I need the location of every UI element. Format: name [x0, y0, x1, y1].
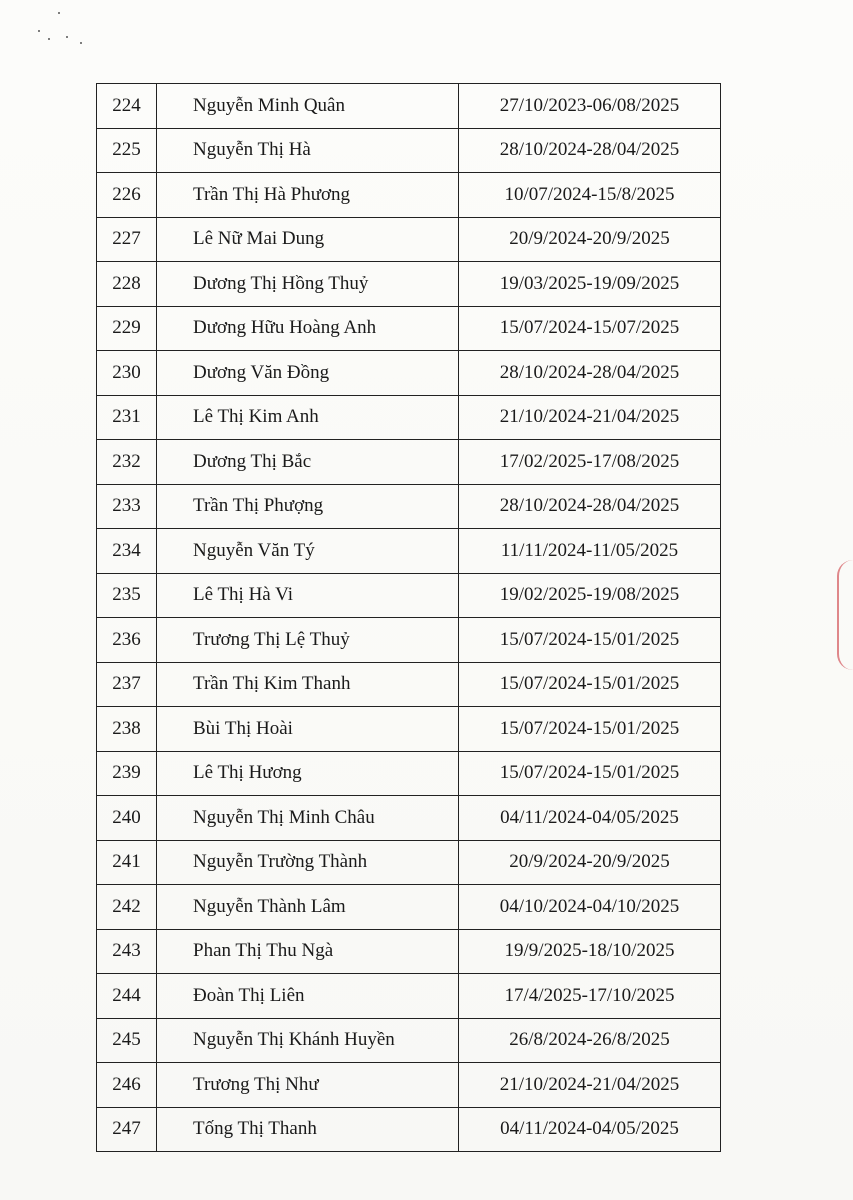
full-name-cell: Trần Thị Phượng — [157, 484, 459, 529]
row-number-cell: 244 — [97, 974, 157, 1019]
table-row — [97, 1018, 721, 1063]
full-name-cell: Lê Thị Hà Vi — [157, 573, 459, 618]
period-cell: 28/10/2024-28/04/2025 — [459, 128, 721, 173]
period-cell: 15/07/2024-15/01/2025 — [459, 751, 721, 796]
row-number-cell: 230 — [97, 351, 157, 396]
period-cell: 10/07/2024-15/8/2025 — [459, 173, 721, 218]
row-number-cell: 229 — [97, 306, 157, 351]
table-row — [97, 1107, 721, 1152]
period-cell: 20/9/2024-20/9/2025 — [459, 840, 721, 885]
row-number-cell: 235 — [97, 573, 157, 618]
period-cell: 17/4/2025-17/10/2025 — [459, 974, 721, 1019]
full-name-cell: Trương Thị Như — [157, 1063, 459, 1108]
row-number-cell: 245 — [97, 1018, 157, 1063]
table-row — [97, 262, 721, 307]
period-cell: 04/11/2024-04/05/2025 — [459, 796, 721, 841]
period-cell: 21/10/2024-21/04/2025 — [459, 1063, 721, 1108]
full-name-cell: Lê Thị Kim Anh — [157, 395, 459, 440]
full-name-cell: Dương Thị Bắc — [157, 440, 459, 485]
table-row — [97, 440, 721, 485]
full-name-cell: Dương Hữu Hoàng Anh — [157, 306, 459, 351]
table-row — [97, 796, 721, 841]
row-number-cell: 225 — [97, 128, 157, 173]
row-number-cell: 236 — [97, 618, 157, 663]
table-row — [97, 751, 721, 796]
row-number-cell: 232 — [97, 440, 157, 485]
full-name-cell: Nguyễn Thị Khánh Huyền — [157, 1018, 459, 1063]
table-row — [97, 84, 721, 129]
period-cell: 15/07/2024-15/01/2025 — [459, 662, 721, 707]
period-cell: 15/07/2024-15/07/2025 — [459, 306, 721, 351]
row-number-cell: 228 — [97, 262, 157, 307]
period-cell: 15/07/2024-15/01/2025 — [459, 618, 721, 663]
full-name-cell: Bùi Thị Hoài — [157, 707, 459, 752]
period-cell: 04/11/2024-04/05/2025 — [459, 1107, 721, 1152]
period-cell: 21/10/2024-21/04/2025 — [459, 395, 721, 440]
full-name-cell: Dương Văn Đồng — [157, 351, 459, 396]
table-row — [97, 618, 721, 663]
row-number-cell: 226 — [97, 173, 157, 218]
table-row — [97, 929, 721, 974]
period-cell: 27/10/2023-06/08/2025 — [459, 84, 721, 129]
full-name-cell: Dương Thị Hồng Thuỷ — [157, 262, 459, 307]
period-cell: 15/07/2024-15/01/2025 — [459, 707, 721, 752]
table-row — [97, 351, 721, 396]
row-number-cell: 247 — [97, 1107, 157, 1152]
period-cell: 04/10/2024-04/10/2025 — [459, 885, 721, 930]
table-row — [97, 173, 721, 218]
period-cell: 19/03/2025-19/09/2025 — [459, 262, 721, 307]
row-number-cell: 227 — [97, 217, 157, 262]
period-cell: 28/10/2024-28/04/2025 — [459, 484, 721, 529]
table-row — [97, 840, 721, 885]
records-table — [96, 83, 721, 1152]
period-cell: 11/11/2024-11/05/2025 — [459, 529, 721, 574]
period-cell: 19/9/2025-18/10/2025 — [459, 929, 721, 974]
full-name-cell: Nguyễn Văn Tý — [157, 529, 459, 574]
full-name-cell: Nguyễn Thị Hà — [157, 128, 459, 173]
period-cell: 19/02/2025-19/08/2025 — [459, 573, 721, 618]
full-name-cell: Trần Thị Kim Thanh — [157, 662, 459, 707]
full-name-cell: Nguyễn Thành Lâm — [157, 885, 459, 930]
records-table-body — [97, 84, 721, 1152]
table-row — [97, 484, 721, 529]
row-number-cell: 237 — [97, 662, 157, 707]
table-row — [97, 529, 721, 574]
period-cell: 20/9/2024-20/9/2025 — [459, 217, 721, 262]
full-name-cell: Nguyễn Trường Thành — [157, 840, 459, 885]
row-number-cell: 243 — [97, 929, 157, 974]
row-number-cell: 246 — [97, 1063, 157, 1108]
table-row — [97, 662, 721, 707]
table-row — [97, 1063, 721, 1108]
period-cell: 28/10/2024-28/04/2025 — [459, 351, 721, 396]
full-name-cell: Nguyễn Minh Quân — [157, 84, 459, 129]
table-row — [97, 573, 721, 618]
row-number-cell: 239 — [97, 751, 157, 796]
full-name-cell: Đoàn Thị Liên — [157, 974, 459, 1019]
row-number-cell: 240 — [97, 796, 157, 841]
table-row — [97, 395, 721, 440]
row-number-cell: 233 — [97, 484, 157, 529]
full-name-cell: Nguyễn Thị Minh Châu — [157, 796, 459, 841]
row-number-cell: 224 — [97, 84, 157, 129]
table-row — [97, 974, 721, 1019]
full-name-cell: Trần Thị Hà Phương — [157, 173, 459, 218]
period-cell: 26/8/2024-26/8/2025 — [459, 1018, 721, 1063]
period-cell: 17/02/2025-17/08/2025 — [459, 440, 721, 485]
full-name-cell: Lê Nữ Mai Dung — [157, 217, 459, 262]
row-number-cell: 242 — [97, 885, 157, 930]
table-row — [97, 217, 721, 262]
full-name-cell: Tống Thị Thanh — [157, 1107, 459, 1152]
full-name-cell: Lê Thị Hương — [157, 751, 459, 796]
table-row — [97, 128, 721, 173]
red-stamp-edge — [837, 560, 853, 670]
table-row — [97, 885, 721, 930]
row-number-cell: 234 — [97, 529, 157, 574]
row-number-cell: 238 — [97, 707, 157, 752]
full-name-cell: Phan Thị Thu Ngà — [157, 929, 459, 974]
table-row — [97, 707, 721, 752]
scan-specks — [30, 8, 90, 48]
full-name-cell: Trương Thị Lệ Thuỷ — [157, 618, 459, 663]
row-number-cell: 241 — [97, 840, 157, 885]
row-number-cell: 231 — [97, 395, 157, 440]
table-row — [97, 306, 721, 351]
